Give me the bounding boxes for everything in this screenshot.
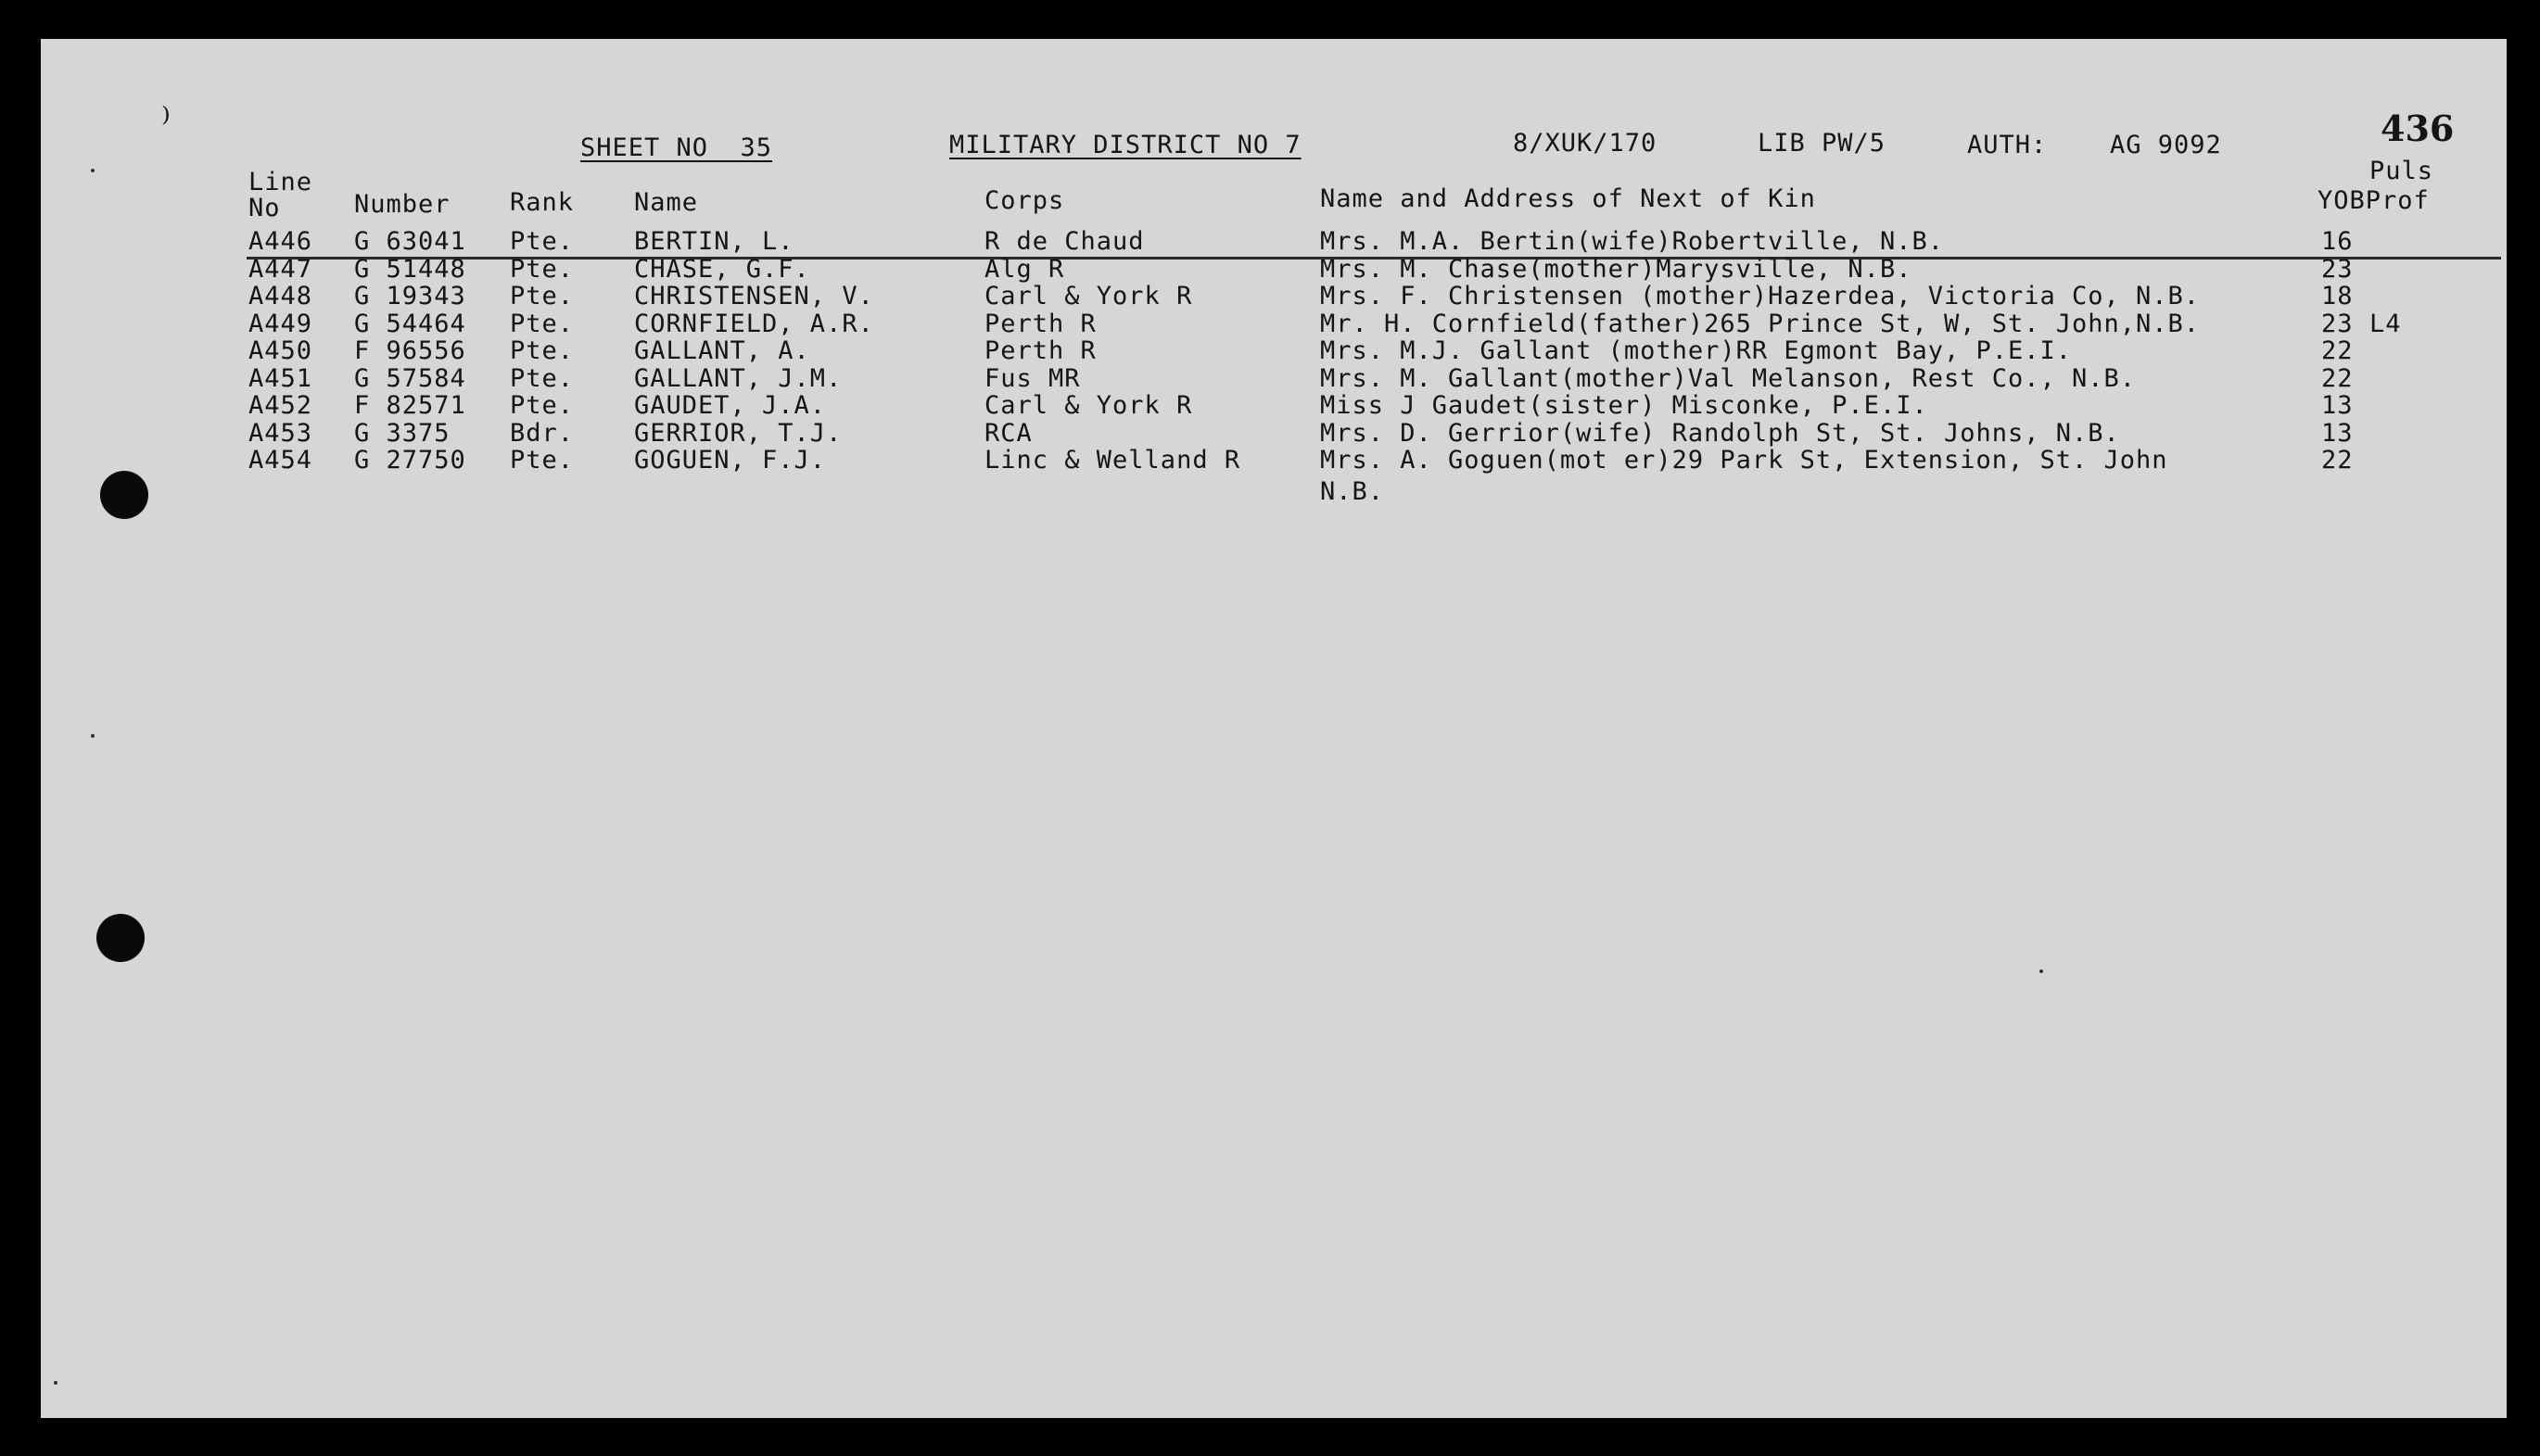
speck xyxy=(91,169,95,172)
row-name: BERTIN, L. xyxy=(634,227,794,256)
col-line-no-top: Line xyxy=(248,168,313,196)
row-yob: 13 xyxy=(2321,418,2354,448)
row-rank: Pte. xyxy=(510,336,575,365)
row-next-of-kin: Mrs. M.J. Gallant (mother)RR Egmont Bay, P.E.I. xyxy=(1320,336,2073,365)
row-line-no: A449 xyxy=(248,309,313,338)
row-yob: 13 xyxy=(2321,391,2354,420)
row-number: F 82571 xyxy=(354,391,466,420)
row-number: F 96556 xyxy=(354,336,466,365)
col-corps: Corps xyxy=(984,186,1065,215)
row-yob: 23 xyxy=(2321,309,2354,338)
row-line-no: A453 xyxy=(248,418,313,448)
row-next-of-kin: Mrs. M.A. Bertin(wife)Robertville, N.B. xyxy=(1320,227,1944,256)
row-corps: Carl & York R xyxy=(984,282,1193,310)
punch-hole-top xyxy=(100,471,148,519)
col-number: Number xyxy=(354,190,451,219)
punch-hole-bottom xyxy=(96,914,145,962)
auth-label: AUTH: xyxy=(1967,131,2048,159)
row-next-of-kin: Miss J Gaudet(sister) Misconke, P.E.I. xyxy=(1320,391,1928,420)
row-yob: 22 xyxy=(2321,336,2354,365)
military-district: MILITARY DISTRICT NO 7 xyxy=(949,131,1302,159)
col-name: Name xyxy=(634,188,699,217)
row-name: CHRISTENSEN, V. xyxy=(634,282,874,310)
row-corps: Fus MR xyxy=(984,363,1081,393)
row-rank: Pte. xyxy=(510,309,575,338)
col-rank: Rank xyxy=(510,188,575,217)
row-line-no: A454 xyxy=(248,446,313,475)
col-yob-prof: YOBProf xyxy=(2318,186,2430,215)
row-number: G 27750 xyxy=(354,446,466,475)
row-rank: Pte. xyxy=(510,446,575,475)
row-number: G 19343 xyxy=(354,282,466,310)
table-row xyxy=(41,420,2507,448)
table-row xyxy=(41,256,2507,284)
table-row xyxy=(41,283,2507,310)
row-name: GERRIOR, T.J. xyxy=(634,418,843,448)
sheet-number: SHEET NO 35 xyxy=(580,133,773,162)
table-row xyxy=(41,310,2507,338)
row-rank: Bdr. xyxy=(510,418,575,448)
row-name: CORNFIELD, A.R. xyxy=(634,309,874,338)
row-rank: Pte. xyxy=(510,363,575,393)
table-row xyxy=(41,228,2507,256)
document-card xyxy=(41,39,2507,1418)
speck xyxy=(54,1381,57,1385)
row-next-of-kin: Mrs. M. Gallant(mother)Val Melanson, Rest Co., N.B. xyxy=(1320,363,2137,393)
row-name: CHASE, G.F. xyxy=(634,254,810,284)
row-yob: 22 xyxy=(2321,446,2354,475)
lib-reference: LIB PW/5 xyxy=(1758,129,1886,158)
row-line-no: A451 xyxy=(248,363,313,393)
row-line-no: A448 xyxy=(248,282,313,310)
row-yob: 22 xyxy=(2321,363,2354,393)
row-prof: L4 xyxy=(2369,309,2402,338)
row-name: GALLANT, J.M. xyxy=(634,363,843,393)
row-name: GOGUEN, F.J. xyxy=(634,446,827,475)
speck xyxy=(2039,969,2043,973)
row-next-of-kin: Mrs. D. Gerrior(wife) Randolph St, St. Johns, N.B. xyxy=(1320,418,2120,448)
row-name: GAUDET, J.A. xyxy=(634,391,827,420)
row-line-no: A450 xyxy=(248,336,313,365)
row-corps: R de Chaud xyxy=(984,227,1145,256)
row-line-no: A447 xyxy=(248,254,313,284)
row-corps: Carl & York R xyxy=(984,391,1193,420)
row-next-of-kin: Mrs. M. Chase(mother)Marysville, N.B. xyxy=(1320,254,1912,284)
row-rank: Pte. xyxy=(510,227,575,256)
page-number: 436 xyxy=(2381,108,2455,149)
row-number: G 3375 xyxy=(354,418,451,448)
address-continuation: N.B. xyxy=(1320,477,1385,506)
row-line-no: A446 xyxy=(248,227,313,256)
table-row xyxy=(41,337,2507,365)
row-rank: Pte. xyxy=(510,391,575,420)
row-corps: Linc & Welland R xyxy=(984,446,1241,475)
row-rank: Pte. xyxy=(510,282,575,310)
table-row xyxy=(41,365,2507,393)
auth-value: AG 9092 xyxy=(2110,131,2222,159)
row-next-of-kin: Mrs. A. Goguen(mot er)29 Park St, Extension, St. John xyxy=(1320,446,2168,475)
table-row xyxy=(41,392,2507,420)
table-row xyxy=(41,447,2507,475)
row-next-of-kin: Mrs. F. Christensen (mother)Hazerdea, Victoria Co, N.B. xyxy=(1320,282,2201,310)
row-number: G 57584 xyxy=(354,363,466,393)
row-corps: RCA xyxy=(984,418,1033,448)
row-number: G 54464 xyxy=(354,309,466,338)
col-line-no-bottom: No xyxy=(248,194,281,222)
row-next-of-kin: Mr. H. Cornfield(father)265 Prince St, W, St. John,N.B. xyxy=(1320,309,2201,338)
tick-mark: ⁾ xyxy=(161,100,171,143)
puls-label: Puls xyxy=(2369,157,2434,185)
file-reference: 8/XUK/170 xyxy=(1513,129,1657,158)
row-yob: 23 xyxy=(2321,254,2354,284)
row-corps: Alg R xyxy=(984,254,1065,284)
row-corps: Perth R xyxy=(984,336,1097,365)
speck xyxy=(91,734,95,738)
row-yob: 18 xyxy=(2321,282,2354,310)
row-corps: Perth R xyxy=(984,309,1097,338)
col-next-of-kin: Name and Address of Next of Kin xyxy=(1320,184,1816,213)
row-rank: Pte. xyxy=(510,254,575,284)
row-number: G 51448 xyxy=(354,254,466,284)
row-yob: 16 xyxy=(2321,227,2354,256)
row-line-no: A452 xyxy=(248,391,313,420)
row-name: GALLANT, A. xyxy=(634,336,810,365)
row-number: G 63041 xyxy=(354,227,466,256)
